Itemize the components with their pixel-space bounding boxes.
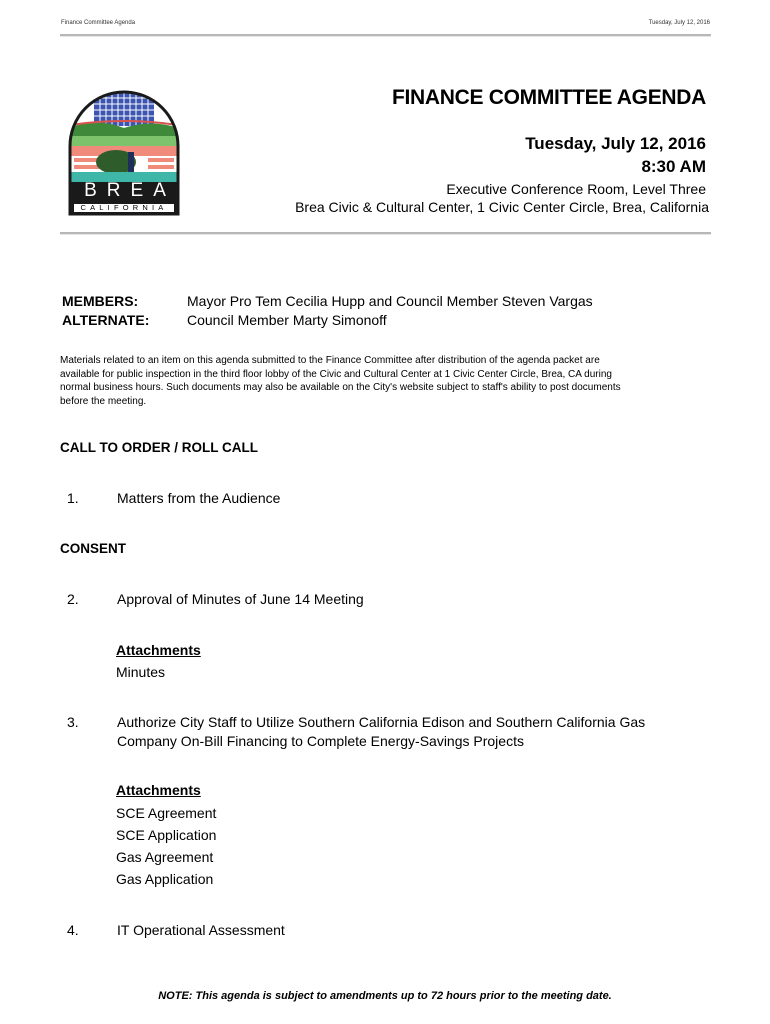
running-header-left: Finance Committee Agenda [61, 20, 136, 26]
running-header-right: Tuesday, July 12, 2016 [648, 20, 710, 26]
section-call-to-order: CALL TO ORDER / ROLL CALL [60, 440, 258, 455]
public-materials-notice [60, 354, 710, 408]
members-value: Mayor Pro Tem Cecilia Hupp and Council Member Steven Vargas [187, 293, 593, 309]
members-label: MEMBERS: [62, 293, 139, 309]
item-approval-minutes: Approval of Minutes of June 14 Meeting [117, 591, 364, 607]
attachment-link-minutes[interactable]: Minutes [116, 664, 166, 680]
attachments-heading: Attachments [116, 642, 201, 658]
item-number: 2. [67, 591, 79, 607]
top-divider [60, 34, 711, 37]
header-divider [60, 232, 711, 235]
brea-city-logo [64, 86, 184, 222]
notice-line: before the meeting. [60, 395, 147, 407]
alternate-label: ALTERNATE: [62, 312, 150, 328]
notice-line: available for public inspection in the third floor lobby of the Civic and Cultural Center at 1 Civic Center Circle, Brea, CA during [60, 368, 612, 380]
meeting-address: Brea Civic & Cultural Center, 1 Civic Center Circle, Brea, California [295, 199, 709, 215]
item-matters-from-audience: Matters from the Audience [117, 490, 281, 506]
item-text-line: Company On-Bill Financing to Complete Energy-Savings Projects [117, 733, 524, 749]
item-number: 3. [67, 714, 79, 730]
meeting-time: 8:30 AM [641, 157, 706, 176]
item-number: 4. [67, 922, 79, 938]
section-consent: CONSENT [60, 541, 127, 556]
logo-city-name: BREA [84, 180, 176, 201]
item-on-bill-financing [117, 713, 645, 751]
attachments-heading: Attachments [116, 782, 201, 798]
alternate-value: Council Member Marty Simonoff [187, 312, 387, 328]
meeting-date: Tuesday, July 12, 2016 [525, 134, 706, 153]
attachment-link-gas-agreement[interactable]: Gas Agreement [116, 849, 214, 865]
item-it-operational-assessment: IT Operational Assessment [117, 922, 285, 938]
item-number: 1. [67, 490, 79, 506]
attachment-link-gas-application[interactable]: Gas Application [116, 871, 214, 887]
attachment-link-sce-agreement[interactable]: SCE Agreement [116, 805, 217, 821]
meeting-room: Executive Conference Room, Level Three [446, 181, 706, 197]
attachment-link-sce-application[interactable]: SCE Application [116, 827, 217, 843]
agenda-title: FINANCE COMMITTEE AGENDA [391, 86, 706, 109]
notice-line: normal business hours. Such documents may also be available on the City's website subject to staff's ability to post documents [60, 382, 621, 393]
footer-note: NOTE: This agenda is subject to amendments up to 72 hours prior to the meeting date. [158, 990, 612, 1002]
logo-state-name: CALIFORNIA [80, 203, 168, 212]
notice-line: Materials related to an item on this agenda submitted to the Finance Committee after distribution of the agenda packet are [60, 355, 600, 366]
item-text-line: Authorize City Staff to Utilize Southern California Edison and Southern California Gas [117, 714, 646, 730]
